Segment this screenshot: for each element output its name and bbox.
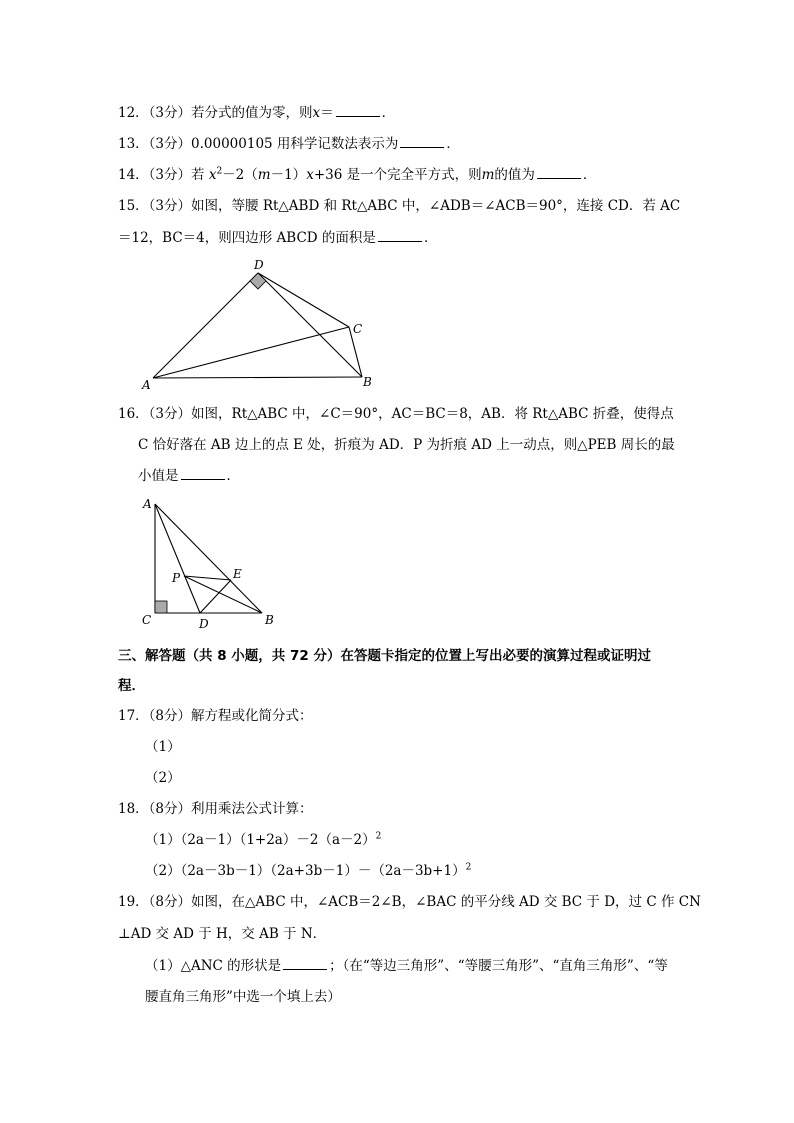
question-number: 19．（8分） <box>118 894 192 910</box>
part-label: （2） <box>145 770 181 786</box>
label-a-16: A <box>143 497 152 511</box>
answer-blank <box>283 957 327 970</box>
label-p-16: P <box>172 571 181 585</box>
label-e-16: E <box>233 567 242 581</box>
punctuation: ． <box>423 230 438 246</box>
question-text: ⊥AD 交 AD 于 H，交 AB 于 N． <box>118 926 327 942</box>
punctuation: ． <box>226 468 240 484</box>
punctuation: ． <box>582 167 597 183</box>
exponent: 2 <box>465 862 472 873</box>
answer-blank <box>181 467 225 480</box>
section-heading-text: 三、解答题（共 8 小题，共 72 分）在答题卡指定的位置上写出必要的演算过程或证明过 <box>118 648 651 664</box>
section-3-heading-cont <box>118 677 145 695</box>
section-3-heading <box>118 647 651 665</box>
question-text: 小值是 <box>138 468 179 484</box>
segment-ad <box>153 273 258 378</box>
expression: （2）（2a－3b－1）（2a+3b－1）－（2a－3b+1） <box>145 863 466 879</box>
question-17-part-1 <box>145 738 181 756</box>
question-number: 17．（8分） <box>118 708 192 724</box>
punctuation: ． <box>446 136 460 152</box>
question-18-part-2 <box>145 862 471 880</box>
question-text: ＝ <box>320 105 334 121</box>
label-d-16: D <box>199 617 209 631</box>
question-text: －1） <box>270 167 307 183</box>
exponent: 2 <box>216 166 223 177</box>
question-number: 15．（3分） <box>118 198 192 214</box>
variable: m <box>481 167 495 183</box>
question-text: 如图，在△ABC 中，∠ACB＝2∠B，∠BAC 的平分线 AD 交 BC 于 D，过 C 作 CN <box>191 894 701 910</box>
question-text: C 恰好落在 AB 边上的点 E 处，折痕为 AD．P 为折痕 AD 上一动点，则△PEB 周长的最 <box>138 437 675 453</box>
question-16-line-3 <box>138 467 240 485</box>
question-text: －2（ <box>222 167 258 183</box>
question-text: 若 <box>191 167 205 183</box>
segment-ad-16 <box>155 504 200 613</box>
question-number: 18．（8分） <box>118 801 192 817</box>
label-d: D <box>254 258 264 272</box>
variable: x <box>306 167 314 183</box>
label-c-16: C <box>142 613 152 627</box>
segment-ab <box>153 377 362 378</box>
variable: x <box>208 167 217 183</box>
expression: （1）（2a－1）（1+2a）－2（a－2） <box>145 832 376 848</box>
punctuation: ． <box>381 105 396 121</box>
question-number: 16．（3分） <box>118 406 192 422</box>
segment-ac <box>153 327 349 378</box>
question-19-line-2 <box>118 925 326 943</box>
question-text: 的值为 <box>494 167 535 183</box>
variable: x <box>312 105 321 121</box>
label-c: C <box>353 322 363 336</box>
question-18 <box>118 800 313 818</box>
question-text: 腰直角三角形”中选一个填上去） <box>145 989 341 1005</box>
question-16-line-2 <box>138 436 675 454</box>
question-19-part-1 <box>145 957 668 975</box>
segment-ab-16 <box>155 504 262 613</box>
label-a: A <box>142 378 151 392</box>
question-text: 如图，等腰 Rt△ABD 和 Rt△ABC 中，∠ADB＝∠ACB＝90°，连接 CD．若 AC <box>191 198 681 214</box>
question-text: ＝12，BC＝4，则四边形 ABCD 的面积是 <box>118 230 376 246</box>
question-number: 12．（3分） <box>118 105 192 121</box>
question-text: 利用乘法公式计算： <box>191 801 313 817</box>
question-16-line-1 <box>118 405 674 423</box>
question-18-part-1 <box>145 831 381 849</box>
right-angle-mark-d <box>250 273 266 289</box>
question-17 <box>118 707 313 725</box>
label-b-16: B <box>265 613 274 627</box>
question-text: （1）△ANC 的形状是 <box>145 958 282 974</box>
section-heading-text: 程． <box>118 678 145 694</box>
question-text: 若分式的值为零，则 <box>191 105 313 121</box>
question-text: 解方程或化简分式： <box>191 708 313 724</box>
exponent: 2 <box>375 831 382 842</box>
variable: m <box>257 167 271 183</box>
part-label: （1） <box>145 739 181 755</box>
question-text: ；（在“等边三角形”、“等腰三角形”、“直角三角形”、“等 <box>329 958 668 974</box>
question-text: +36 是一个完全平方式，则 <box>313 167 482 183</box>
question-text: 如图，Rt△ABC 中，∠C＝90°，AC＝BC＝8，AB．将 Rt△ABC 折叠，使得点 <box>191 406 674 422</box>
right-angle-mark-c <box>155 601 167 613</box>
label-b: B <box>363 375 372 389</box>
question-number: 14．（3分） <box>118 167 192 183</box>
question-number: 13．（3分） <box>118 136 192 152</box>
question-text: 0.00000105 用科学记数法表示为 <box>191 136 399 152</box>
question-19-line-1 <box>118 893 701 911</box>
question-19-part-1-cont <box>145 988 341 1006</box>
question-17-part-2 <box>145 769 181 787</box>
segment-pb-16 <box>184 576 262 613</box>
